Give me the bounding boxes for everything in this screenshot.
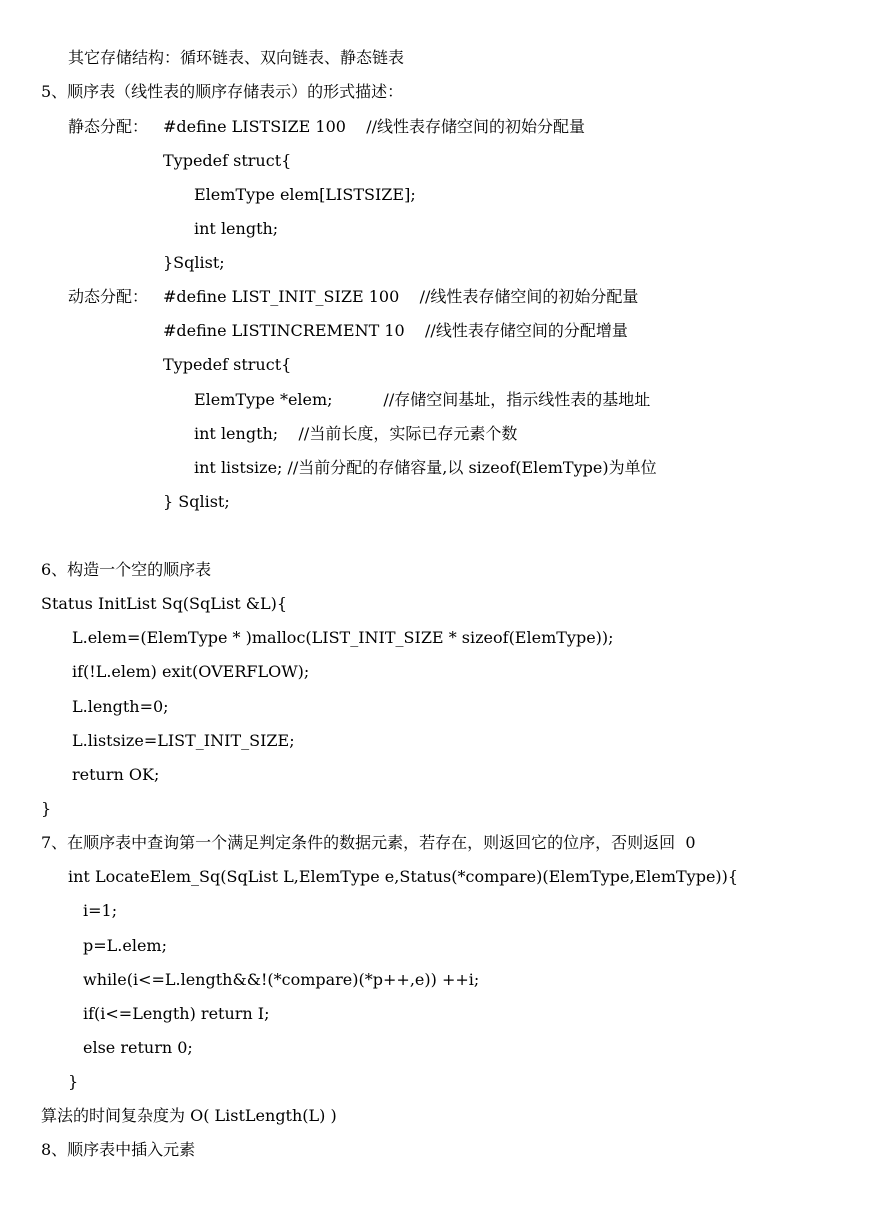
code-line: #define LIST_INIT_SIZE 100 //线性表存储空间的初始分配量 [163, 287, 639, 306]
section-heading-8: 8、顺序表中插入元素 [41, 1140, 196, 1159]
section-heading-7: 7、在顺序表中查询第一个满足判定条件的数据元素，若存在，则返回它的位序，否则返回 0 [41, 833, 696, 852]
code-line: ElemType elem[LISTSIZE]; [194, 185, 416, 204]
code-line: }Sqlist; [163, 253, 225, 272]
code-line: Typedef struct{ [163, 355, 292, 374]
code-line: int listsize; //当前分配的存储容量,以 sizeof(ElemType)为单位 [194, 458, 657, 477]
code-line: L.length=0; [72, 697, 169, 716]
code-line: while(i<=L.length&&!(*compare)(*p++,e)) ++i; [83, 970, 480, 989]
code-line: } Sqlist; [163, 492, 230, 511]
code-line: int LocateElem_Sq(SqList L,ElemType e,Status(*compare)(ElemType,ElemType)){ [68, 867, 739, 886]
code-line: p=L.elem; [83, 936, 167, 955]
code-line: ElemType *elem; //存储空间基址，指示线性表的基地址 [194, 390, 651, 409]
code-line: Status InitList Sq(SqList &L){ [41, 594, 288, 613]
code-line: i=1; [83, 901, 118, 920]
code-line: return OK; [72, 765, 160, 784]
code-line: } [68, 1072, 79, 1091]
complexity-note: 算法的时间复杂度为 O( ListLength(L) ) [41, 1106, 337, 1125]
code-line: #define LISTINCREMENT 10 //线性表存储空间的分配增量 [163, 321, 628, 340]
code-line: int length; [194, 219, 279, 238]
code-line: L.elem=(ElemType * )malloc(LIST_INIT_SIZE * sizeof(ElemType)); [72, 628, 614, 647]
code-line: #define LISTSIZE 100 //线性表存储空间的初始分配量 [163, 117, 586, 136]
label-dynamic-allocation: 动态分配： [68, 287, 149, 306]
text-line-other-structures: 其它存储结构：循环链表、双向链表、静态链表 [68, 48, 405, 67]
code-line: Typedef struct{ [163, 151, 292, 170]
section-heading-5: 5、顺序表（线性表的顺序存储表示）的形式描述： [41, 82, 404, 101]
code-line: else return 0; [83, 1038, 193, 1057]
code-line: int length; //当前长度，实际已存元素个数 [194, 424, 518, 443]
code-line: if(i<=Length) return I; [83, 1004, 270, 1023]
code-line: if(!L.elem) exit(OVERFLOW); [72, 662, 310, 681]
code-line: } [41, 799, 52, 818]
label-static-allocation: 静态分配： [68, 117, 149, 136]
code-line: L.listsize=LIST_INIT_SIZE; [72, 731, 295, 750]
section-heading-6: 6、构造一个空的顺序表 [41, 560, 212, 579]
